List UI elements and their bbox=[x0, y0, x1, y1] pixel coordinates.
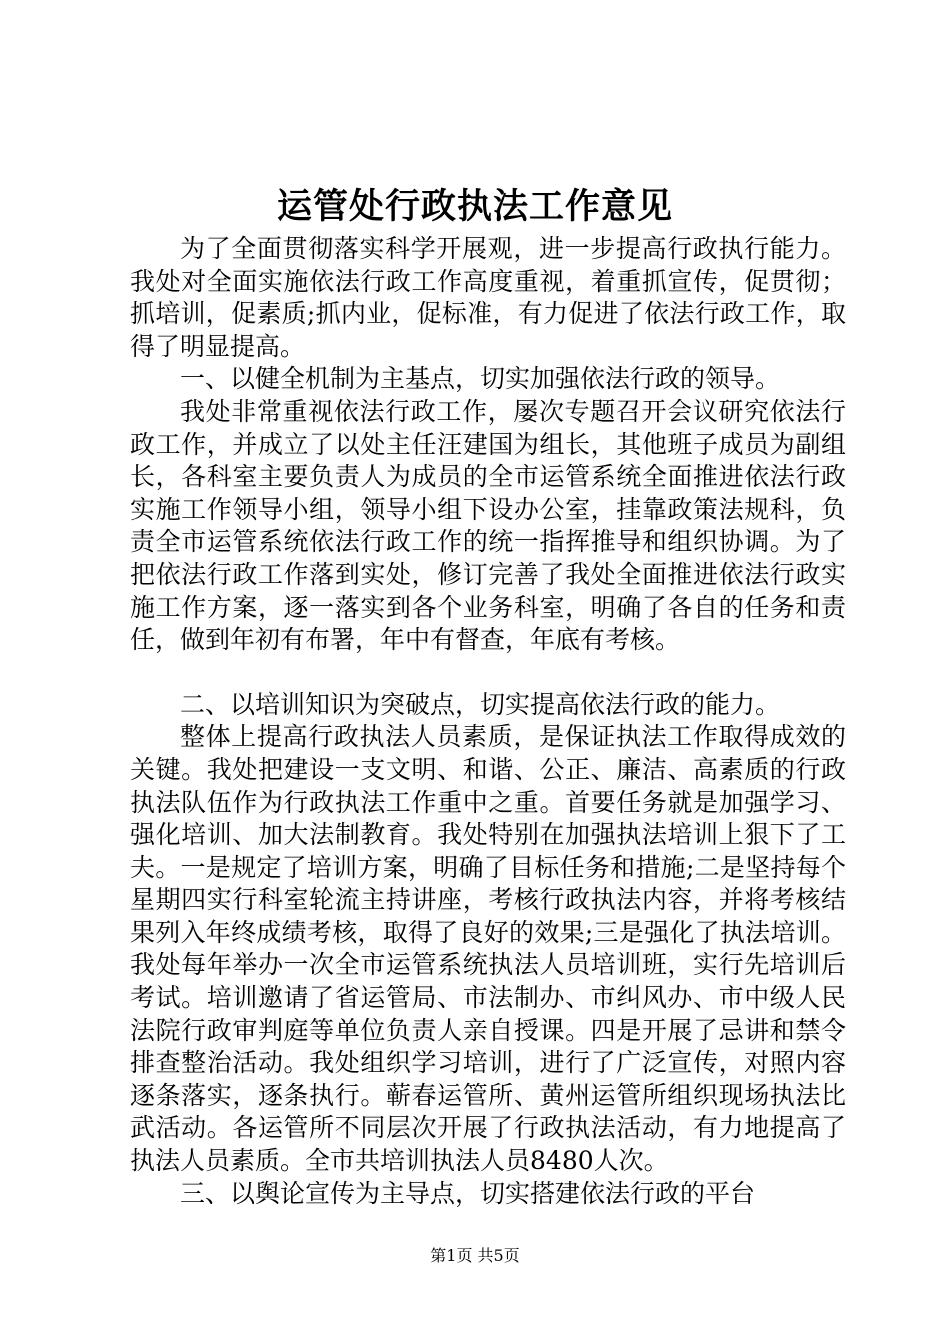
section-heading-2: 二、以培训知识为突破点，切实提高依法行政的能力。 bbox=[180, 689, 781, 719]
section-heading-1: 一、以健全机制为主基点，切实加强依法行政的领导。 bbox=[180, 364, 781, 394]
paragraph-gap bbox=[130, 657, 846, 689]
section-heading-3: 三、以舆论宣传为主导点，切实搭建依法行政的平台 bbox=[180, 1178, 756, 1208]
document-body bbox=[130, 233, 846, 1210]
intro-paragraph: 为了全面贯彻落实科学开展观，进一步提高行政执行能力。我处对全面实施依法行政工作高度重视，着重抓宣传，促贯彻；抓培训，促素质;抓内业，促标准，有力促进了依法行政工作，取得了明显提高。 bbox=[130, 234, 846, 361]
page-footer: 第1页 共5页 bbox=[430, 1246, 520, 1265]
section-2-paragraph: 整体上提高行政执法人员素质，是保证执法工作取得成效的关键。我处把建设一支文明、和谐、公正、廉洁、高素质的行政执法队伍作为行政执法工作重中之重。首要任务就是加强学习、强化培训、加大法制教育。我处特别在加强执法培训上狠下了工夫。一是规定了培训方案，明确了目标任务和措施;二是坚持每个星期四实行科室轮流主持讲座，考核行政执法内容，并将考核结果列入年终成绩考核，取得了良好的效果;三是强化了执法培训。我处每年举办一次全市运管系统执法人员培训班，实行先培训后考试。培训邀请了省运管局、市法制办、市纠风办、市中级人民法院行政审判庭等单位负责人亲自授课。四是开展了忌讲和禁令排查整治活动。我处组织学习培训，进行了广泛宣传，对照内容逐条落实，逐条执行。蕲春运管所、黄州运管所组织现场执法比武活动。各运管所不同层次开展了行政执法活动，有力地提高了执法人员素质。全市共培训执法人员8480人次。 bbox=[130, 722, 846, 1176]
section-1-paragraph: 我处非常重视依法行政工作，屡次专题召开会议研究依法行政工作，并成立了以处主任汪建国为组长，其他班子成员为副组长，各科室主要负责人为成员的全市运管系统全面推进依法行政实施工作领导小组，领导小组下设办公室，挂靠政策法规科，负责全市运管系统依法行政工作的统一指挥推导和组织协调。为了把依法行政工作落到实处，修订完善了我处全面推进依法行政实施工作方案，逐一落实到各个业务科室，明确了各自的任务和责任，做到年初有布署，年中有督查，年底有考核。 bbox=[130, 396, 846, 655]
document-title: 运管处行政执法工作意见 bbox=[276, 186, 673, 227]
